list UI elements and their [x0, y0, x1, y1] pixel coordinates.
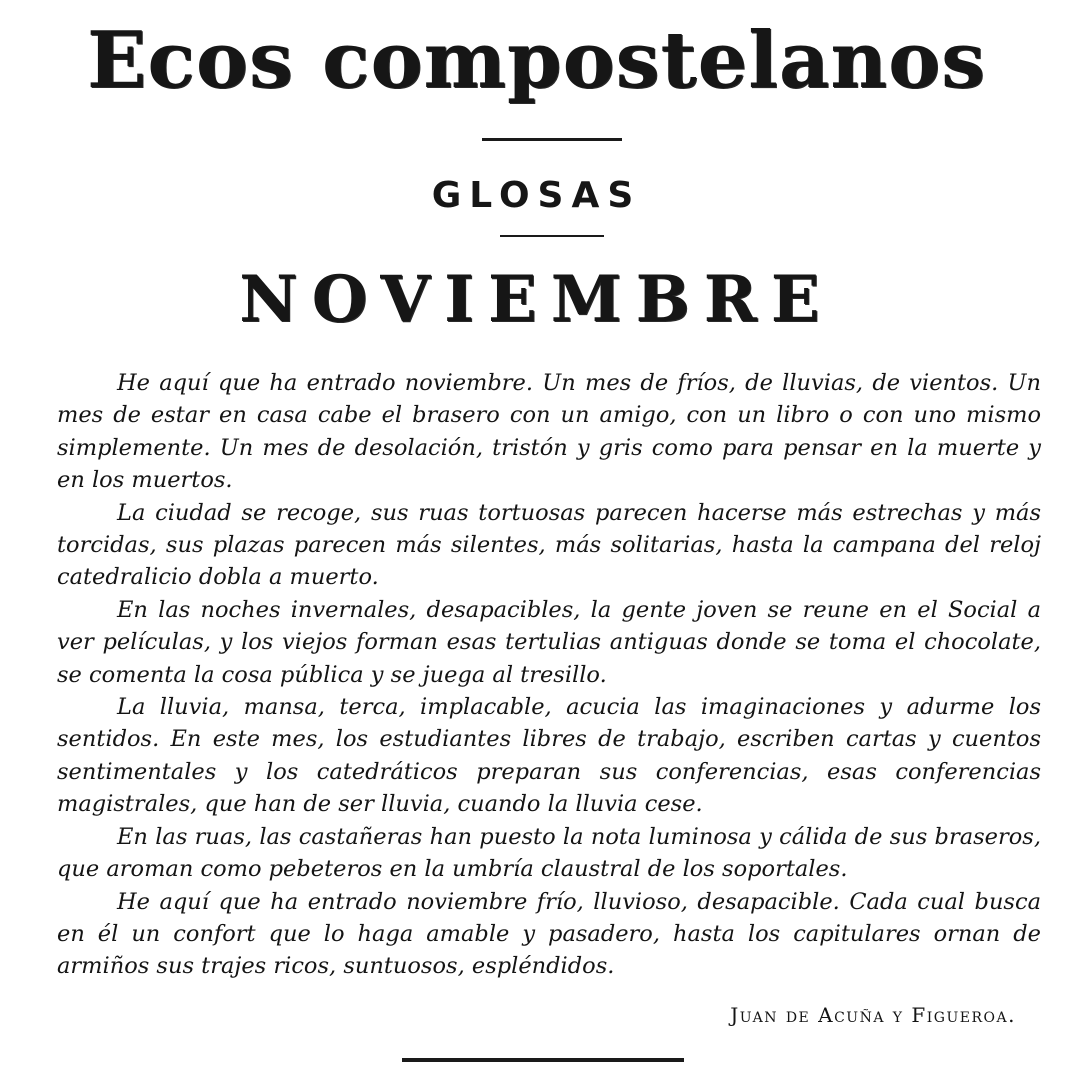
article-paragraph: He aquí que ha entrado noviembre. Un mes de fríos, de lluvias, de vientos. Un mes de estar en casa cabe el brasero con un amigo, con un libro o con uno mismo simplemente. Un mes de desolación, tristón y gris como para pensar en la muerte y en los muertos. — [57, 370, 1041, 494]
author-signature: Juan de Acuña y Figueroa. — [730, 1003, 1016, 1027]
article-body — [57, 367, 1041, 983]
article-paragraph: En las noches invernales, desapacibles, la gente joven se reune en el Social a ver películas, y los viejos forman esas tertulias antiguas donde se toma el chocolate, se comenta la cosa pública y se juega al tresillo. — [57, 596, 1041, 688]
article-paragraph: En las ruas, las castañeras han puesto la nota luminosa y cálida de sus braseros, que aroman como pebeteros en la umbría claustral de los soportales. — [57, 823, 1041, 883]
section-title: GLOSAS — [431, 175, 642, 216]
divider-rule-middle — [500, 235, 604, 237]
divider-rule-top — [482, 138, 622, 141]
article-paragraph: He aquí que ha entrado noviembre frío, lluvioso, desapacible. Cada cual busca en él un confort que lo haga amable y pasadero, hasta los capitulares ornan de armiños sus trajes ricos, suntuosos, espléndidos. — [57, 888, 1041, 980]
article-paragraph: La ciudad se recoge, sus ruas tortuosas parecen hacerse más estrechas y más torcidas, sus plazas parecen más silentes, más solitarias, hasta la campana del reloj catedralicio dobla a muerto. — [57, 499, 1041, 591]
masthead-title: Ecos compostelanos — [86, 15, 987, 106]
article-heading: NOVIEMBRE — [239, 262, 834, 337]
divider-rule-bottom — [402, 1058, 684, 1062]
article-paragraph: La lluvia, mansa, terca, implacable, acucia las imaginaciones y adurme los sentidos. En este mes, los estudiantes libres de trabajo, escriben cartas y cuentos sentimentales y los catedráticos preparan sus conferencias, esas conferencias magistrales, que han de ser lluvia, cuando la lluvia cese. — [57, 694, 1041, 818]
